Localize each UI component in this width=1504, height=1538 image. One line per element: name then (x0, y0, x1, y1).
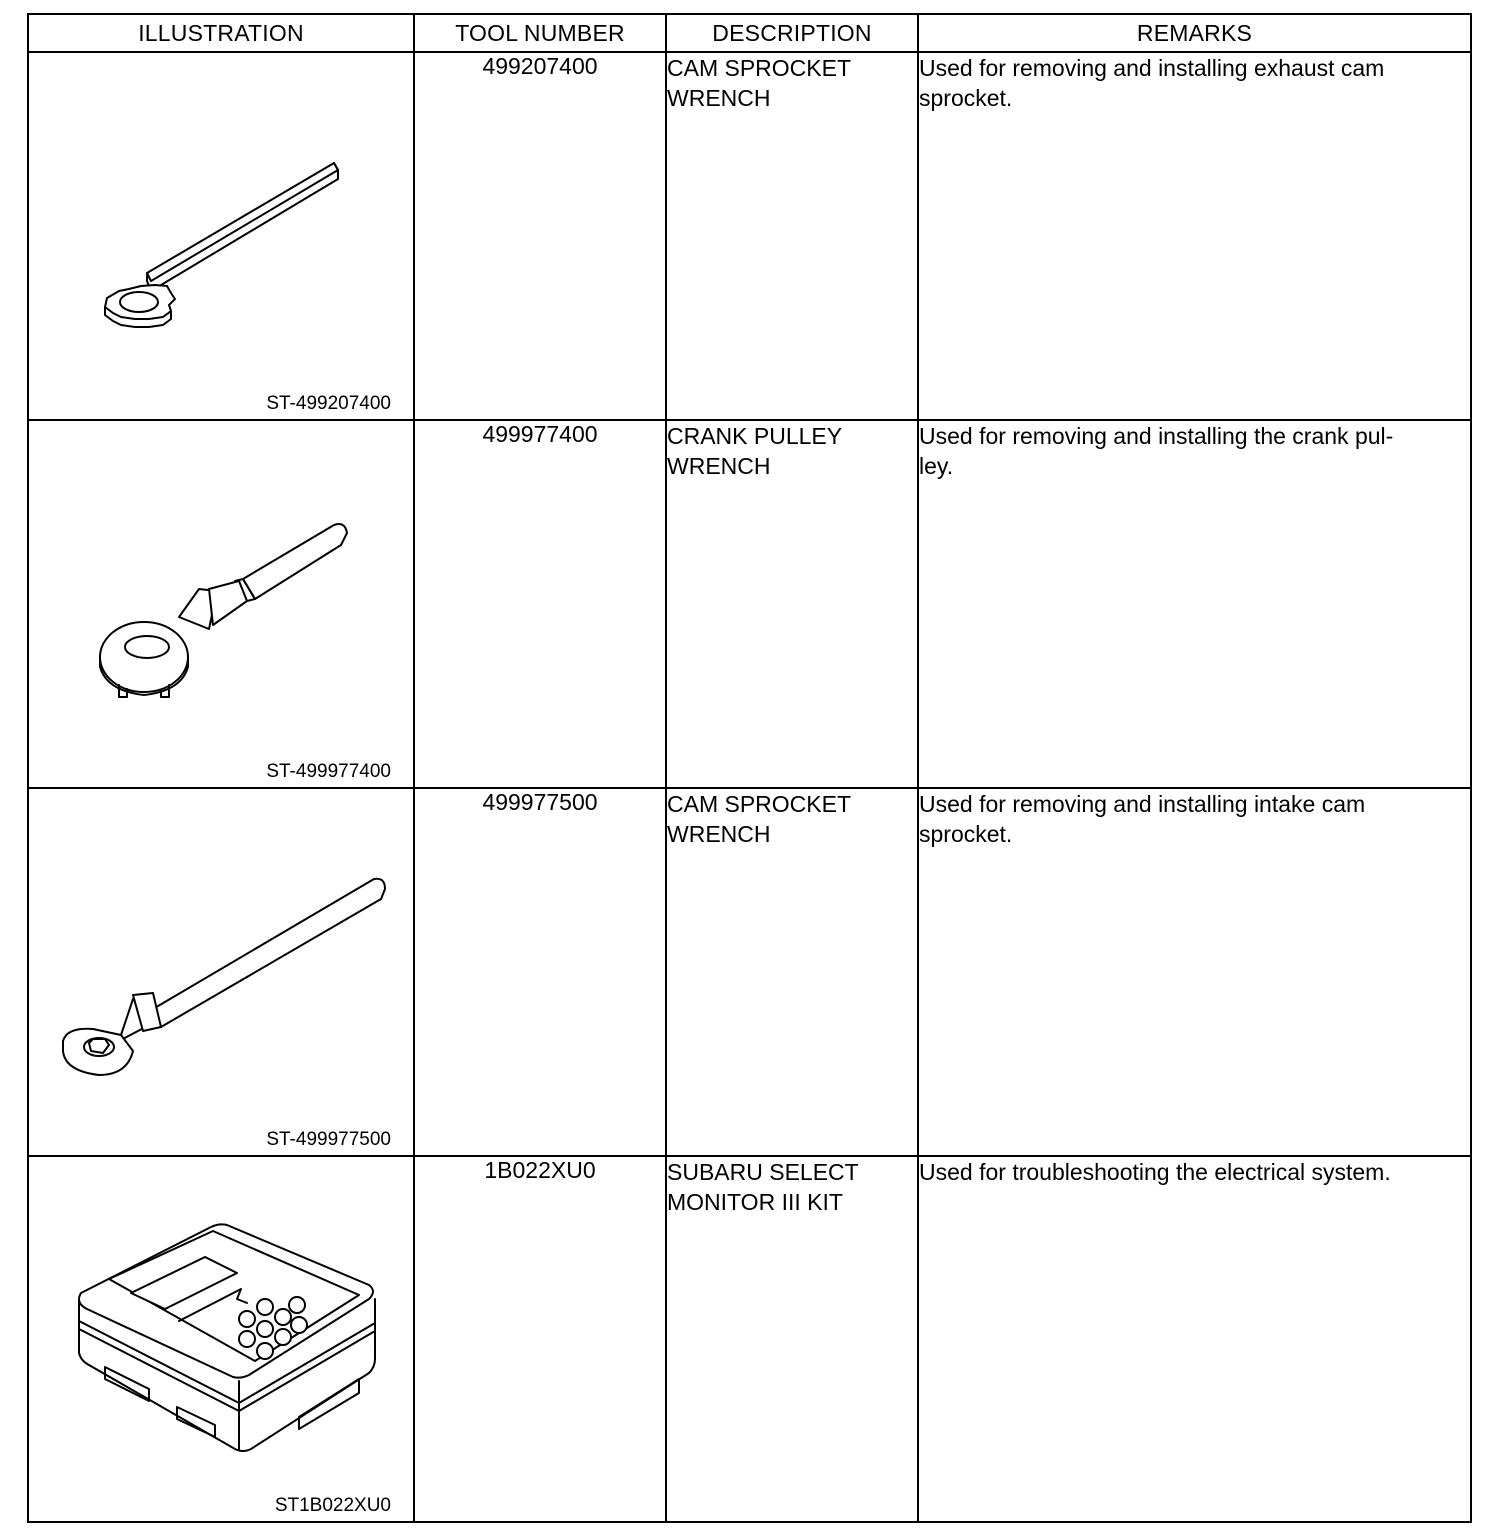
header-tool-number: TOOL NUMBER (414, 14, 666, 52)
description (666, 420, 918, 788)
illustration-cell (28, 52, 414, 420)
header-row (28, 14, 1471, 52)
description (666, 52, 918, 420)
crank-pulley-wrench-icon (29, 421, 415, 787)
remarks (918, 788, 1471, 1156)
tool-number: 1B022XU0 (414, 1156, 666, 1522)
remarks-line: ley. (919, 453, 954, 479)
description-line: MONITOR III KIT (667, 1189, 843, 1215)
illustration-cell (28, 420, 414, 788)
description-line: SUBARU SELECT (667, 1159, 859, 1185)
header-remarks: REMARKS (918, 14, 1471, 52)
tool-number: 499977400 (414, 420, 666, 788)
description-line: CRANK PULLEY (667, 423, 843, 449)
illustration-caption: ST1B022XU0 (274, 1495, 391, 1516)
cam-sprocket-wrench-icon (29, 53, 415, 419)
description-line: WRENCH (667, 85, 771, 111)
illustration-cell (28, 788, 414, 1156)
special-tools-table (27, 13, 1472, 1523)
table-row (28, 52, 1471, 420)
illustration-cell (28, 1156, 414, 1522)
table-row (28, 420, 1471, 788)
tool-number: 499207400 (414, 52, 666, 420)
description-line: WRENCH (667, 821, 771, 847)
description (666, 1156, 918, 1522)
remarks (918, 420, 1471, 788)
table-row (28, 788, 1471, 1156)
remarks-line: Used for troubleshooting the electrical system. (919, 1159, 1391, 1185)
table-row (28, 1156, 1471, 1522)
description (666, 788, 918, 1156)
tool-number: 499977500 (414, 788, 666, 1156)
illustration-caption: ST-499977500 (266, 1129, 391, 1150)
description-line: WRENCH (667, 453, 771, 479)
header-illustration: ILLUSTRATION (28, 14, 414, 52)
remarks-line: Used for removing and installing the crank pul- (919, 423, 1394, 449)
remarks-line: sprocket. (919, 85, 1013, 111)
remarks-line: Used for removing and installing exhaust cam (919, 55, 1385, 81)
remarks-line: sprocket. (919, 821, 1013, 847)
remarks (918, 1156, 1471, 1522)
remarks (918, 52, 1471, 420)
description-line: CAM SPROCKET (667, 791, 852, 817)
description-line: CAM SPROCKET (667, 55, 852, 81)
illustration-caption: ST-499977400 (266, 761, 391, 782)
intake-cam-wrench-icon (29, 789, 415, 1155)
select-monitor-icon (29, 1157, 415, 1521)
header-description: DESCRIPTION (666, 14, 918, 52)
remarks-line: Used for removing and installing intake cam (919, 791, 1366, 817)
illustration-caption: ST-499207400 (266, 393, 391, 414)
